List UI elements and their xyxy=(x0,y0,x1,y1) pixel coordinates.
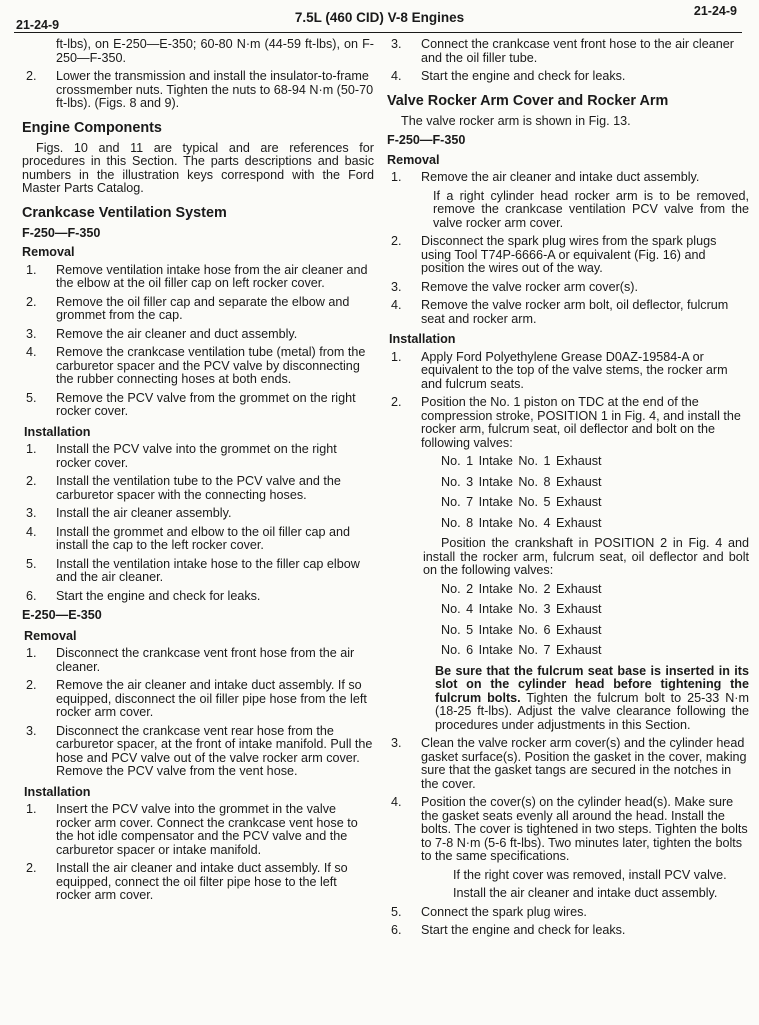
list-item xyxy=(22,392,374,419)
list-item xyxy=(22,862,374,903)
item-text: Start the engine and check for leaks. xyxy=(421,923,626,937)
procedure-list xyxy=(387,235,749,326)
item-text: Remove the air cleaner and duct assembly. xyxy=(56,326,298,341)
valve-entry: No. 2 Intake No. 2 Exhaust xyxy=(441,581,602,596)
item-number: 5. xyxy=(391,904,402,919)
list-item xyxy=(22,507,374,521)
procedure-list xyxy=(22,803,374,903)
paragraph: Figs. 10 and 11 are typical and are references for procedures in this Section. The parts descriptions and basic numbers in the illustration keys correspond with the Ford Master Parts Catalog. xyxy=(22,140,374,195)
list-item xyxy=(22,526,374,553)
right-column xyxy=(387,38,749,943)
item-text: Disconnect the spark plug wires from the spark plugs using Tool T74P-6666-A or equivalent (Fig. 16) and position the wires out of the way. xyxy=(421,234,717,275)
list-item xyxy=(387,38,749,65)
item-number: 4. xyxy=(391,795,402,809)
subsection-heading: E-250—E-350 xyxy=(22,608,102,622)
valve-entry: No. 1 Intake No. 1 Exhaust xyxy=(441,454,602,468)
page-number-left: 21-24-9 xyxy=(16,18,60,32)
procedure-list xyxy=(387,38,749,84)
list-item xyxy=(387,235,749,276)
item-text: Connect the crankcase vent front hose to the air cleaner and the oil filler tube. xyxy=(421,37,734,65)
item-number: 1. xyxy=(26,802,37,816)
item-number: 2. xyxy=(391,234,402,248)
item-number: 3. xyxy=(26,506,37,520)
item-number: 1. xyxy=(26,262,37,277)
subsection-heading: F-250—F-350 xyxy=(387,133,466,147)
note-paragraph: If a right cylinder head rocker arm is to be removed, remove the crankcase ventilation PCV valve from the valve rocker arm cover. xyxy=(433,188,749,230)
valve-entry: No. 7 Intake No. 5 Exhaust xyxy=(441,495,602,509)
paragraph: The valve rocker arm is shown in Fig. 13. xyxy=(401,113,631,128)
item-text: Remove the PCV valve from the grommet on the right rocker cover. xyxy=(56,390,356,418)
list-item xyxy=(22,443,374,470)
note-paragraph: Install the air cleaner and intake duct assembly. xyxy=(453,886,718,900)
item-text: Remove the air cleaner and intake duct assembly. If so equipped, disconnect the oil filler pipe hose from the left rocker arm cover. xyxy=(56,678,367,719)
item-number: 1. xyxy=(391,349,402,364)
valve-entry: No. 6 Intake No. 7 Exhaust xyxy=(441,643,602,657)
list-item xyxy=(22,558,374,585)
section-heading: Crankcase Ventilation System xyxy=(22,204,227,221)
procedure-list xyxy=(387,906,749,938)
item-text: Insert the PCV valve into the grommet in the valve rocker arm cover. Connect the crankcase vent hose to the hot idle compensator and the PCV valve and the carburetor spacer or intake manifold. xyxy=(56,802,358,857)
procedure-heading: Installation xyxy=(24,784,91,799)
header-rule xyxy=(14,32,742,33)
section-heading: Valve Rocker Arm Cover and Rocker Arm xyxy=(387,92,669,109)
procedure-list xyxy=(22,264,374,419)
item-number: 3. xyxy=(391,37,402,51)
continued-text: ft-lbs), on E-250—E-350; 60-80 N·m (44-59 ft-lbs), on F-250—F-350. xyxy=(56,37,374,65)
item-text: Connect the spark plug wires. xyxy=(421,904,587,919)
item-text: Install the air cleaner assembly. xyxy=(56,506,232,520)
list-item xyxy=(22,725,374,779)
paragraph: Position the crankshaft in POSITION 2 in Fig. 4 and install the rocker arm, fulcrum seat, oil deflector and bolt on the following valves: xyxy=(423,536,749,577)
item-text: Position the No. 1 piston on TDC at the end of the compression stroke, POSITION 1 in Fig. 4, and install the rocker arm, fulcrum seat, oil deflector and bolt on the following valves: xyxy=(421,395,741,450)
item-number: 2. xyxy=(26,69,37,83)
list-item xyxy=(22,296,374,323)
item-text: Disconnect the crankcase vent rear hose from the carburetor spacer, at the front of intake manifold. Pull the hose and PCV valve out of the valve rocker arm cover. Remove the PCV valve from the vent hose. xyxy=(56,723,373,778)
list-item xyxy=(22,475,374,502)
section-heading: Engine Components xyxy=(22,119,162,136)
item-number: 2. xyxy=(26,678,37,692)
item-text: Remove the valve rocker arm bolt, oil deflector, fulcrum seat and rocker arm. xyxy=(421,298,729,326)
list-item xyxy=(387,70,749,84)
list-item xyxy=(22,328,374,342)
page-header xyxy=(0,0,759,34)
item-text: Remove the oil filler cap and separate the elbow and grommet from the cap. xyxy=(56,294,350,322)
item-text: Remove ventilation intake hose from the air cleaner and the elbow at the oil filler cap on left rocker cover. xyxy=(56,262,368,290)
item-text: Install the PCV valve into the grommet on the right rocker cover. xyxy=(56,442,337,470)
item-text: Start the engine and check for leaks. xyxy=(56,588,261,603)
list-item xyxy=(387,924,749,938)
list-item xyxy=(22,803,374,857)
left-column xyxy=(22,38,374,908)
valve-entry: No. 5 Intake No. 6 Exhaust xyxy=(441,622,602,637)
item-number: 3. xyxy=(391,279,402,294)
item-text: Clean the valve rocker arm cover(s) and the cylinder head gasket surface(s). Position the gasket in the cover, making sure that the gasket tangs are secured in the notches in the cover. xyxy=(421,736,747,791)
item-number: 4. xyxy=(26,345,37,359)
valve-entry: No. 4 Intake No. 3 Exhaust xyxy=(441,602,602,616)
list-item xyxy=(387,171,749,185)
item-text: Install the grommet and elbow to the oil filler cap and install the cap to the left rocker cover. xyxy=(56,524,351,552)
item-number: 1. xyxy=(26,442,37,456)
item-number: 3. xyxy=(391,736,402,750)
item-number: 4. xyxy=(26,524,37,539)
item-number: 6. xyxy=(26,588,37,603)
list-item xyxy=(387,737,749,791)
procedure-heading: Removal xyxy=(24,628,77,643)
item-number: 5. xyxy=(26,556,37,571)
caution-bold-text: Be sure that the fulcrum seat base is inserted in its slot on the cylinder head before tightening the fulcrum bolts. xyxy=(435,663,749,705)
page-title: 7.5L (460 CID) V-8 Engines xyxy=(294,10,465,25)
list-item xyxy=(387,299,749,326)
procedure-list xyxy=(22,647,374,779)
procedure-heading: Removal xyxy=(22,245,75,259)
item-text: Apply Ford Polyethylene Grease D0AZ-19584-A or equivalent to the top of the valve stems, the rocker arm and fulcrum seats. xyxy=(421,349,728,391)
caution-paragraph xyxy=(387,665,749,733)
item-number: 2. xyxy=(26,294,37,309)
valve-entry: No. 3 Intake No. 8 Exhaust xyxy=(441,474,602,489)
item-text: Remove the valve rocker arm cover(s). xyxy=(421,279,638,294)
page-number-right: 21-24-9 xyxy=(693,4,737,18)
procedure-heading: Removal xyxy=(387,152,440,167)
item-text: Lower the transmission and install the insulator-to-frame crossmember nuts. Tighten the nuts to 68-94 N·m (50-70 ft-lbs). (Figs. 8 and 9). xyxy=(56,69,374,110)
list-item xyxy=(387,281,749,295)
item-number: 3. xyxy=(26,723,37,738)
subsection-heading: F-250—F-350 xyxy=(22,225,101,240)
valve-entry: No. 8 Intake No. 4 Exhaust xyxy=(441,515,602,530)
item-text: Install the ventilation tube to the PCV valve and the carburetor spacer with the connecting hoses. xyxy=(56,474,341,502)
list-item xyxy=(387,351,749,392)
item-text: Disconnect the crankcase vent front hose from the air cleaner. xyxy=(56,646,355,674)
item-text: Install the ventilation intake hose to the filler cap elbow and the air cleaner. xyxy=(56,556,360,584)
item-number: 2. xyxy=(391,395,402,409)
valve-list xyxy=(387,583,749,658)
list-item xyxy=(22,590,374,604)
list-item xyxy=(22,70,374,111)
item-number: 2. xyxy=(26,861,37,875)
item-number: 6. xyxy=(391,923,402,937)
item-number: 4. xyxy=(391,69,402,83)
item-text: Start the engine and check for leaks. xyxy=(421,69,626,83)
item-number: 4. xyxy=(391,298,402,312)
list-item xyxy=(387,906,749,920)
procedure-list xyxy=(22,443,374,603)
item-text: Position the cover(s) on the cylinder head(s). Make sure the gasket seats evenly all around the head. Install the bolts. The cover is tightened in two steps. Tighten the bolts to 7-8 N·m (5-6 ft-lbs). Two minutes later, tighten the bolts to the same specifications. xyxy=(421,795,748,863)
valve-list xyxy=(387,455,749,530)
procedure-heading: Installation xyxy=(24,424,91,439)
item-text: Install the air cleaner and intake duct assembly. If so equipped, connect the oil filter pipe hose to the left rocker arm cover. xyxy=(56,861,348,902)
item-text: Remove the crankcase ventilation tube (metal) from the carburetor spacer and the PCV valve by disconnecting the rubber connecting hoses at both ends. xyxy=(56,345,366,386)
item-number: 3. xyxy=(26,326,37,341)
list-item xyxy=(387,796,749,864)
list-item xyxy=(22,264,374,291)
item-number: 5. xyxy=(26,390,37,405)
procedure-heading: Installation xyxy=(389,332,456,346)
item-number: 1. xyxy=(26,646,37,660)
note-paragraph: If the right cover was removed, install PCV valve. xyxy=(453,867,727,882)
item-number: 1. xyxy=(391,170,402,184)
list-item xyxy=(22,346,374,387)
caution-text: Tighten the fulcrum bolt to 25-33 N·m (18-25 ft-lbs). Adjust the valve clearance following the procedures under adjustments in this Section. xyxy=(435,690,749,732)
item-number: 2. xyxy=(26,474,37,488)
list-item xyxy=(22,647,374,674)
list-item xyxy=(22,679,374,720)
item-text: Remove the air cleaner and intake duct assembly. xyxy=(421,170,700,184)
list-item xyxy=(387,396,749,450)
